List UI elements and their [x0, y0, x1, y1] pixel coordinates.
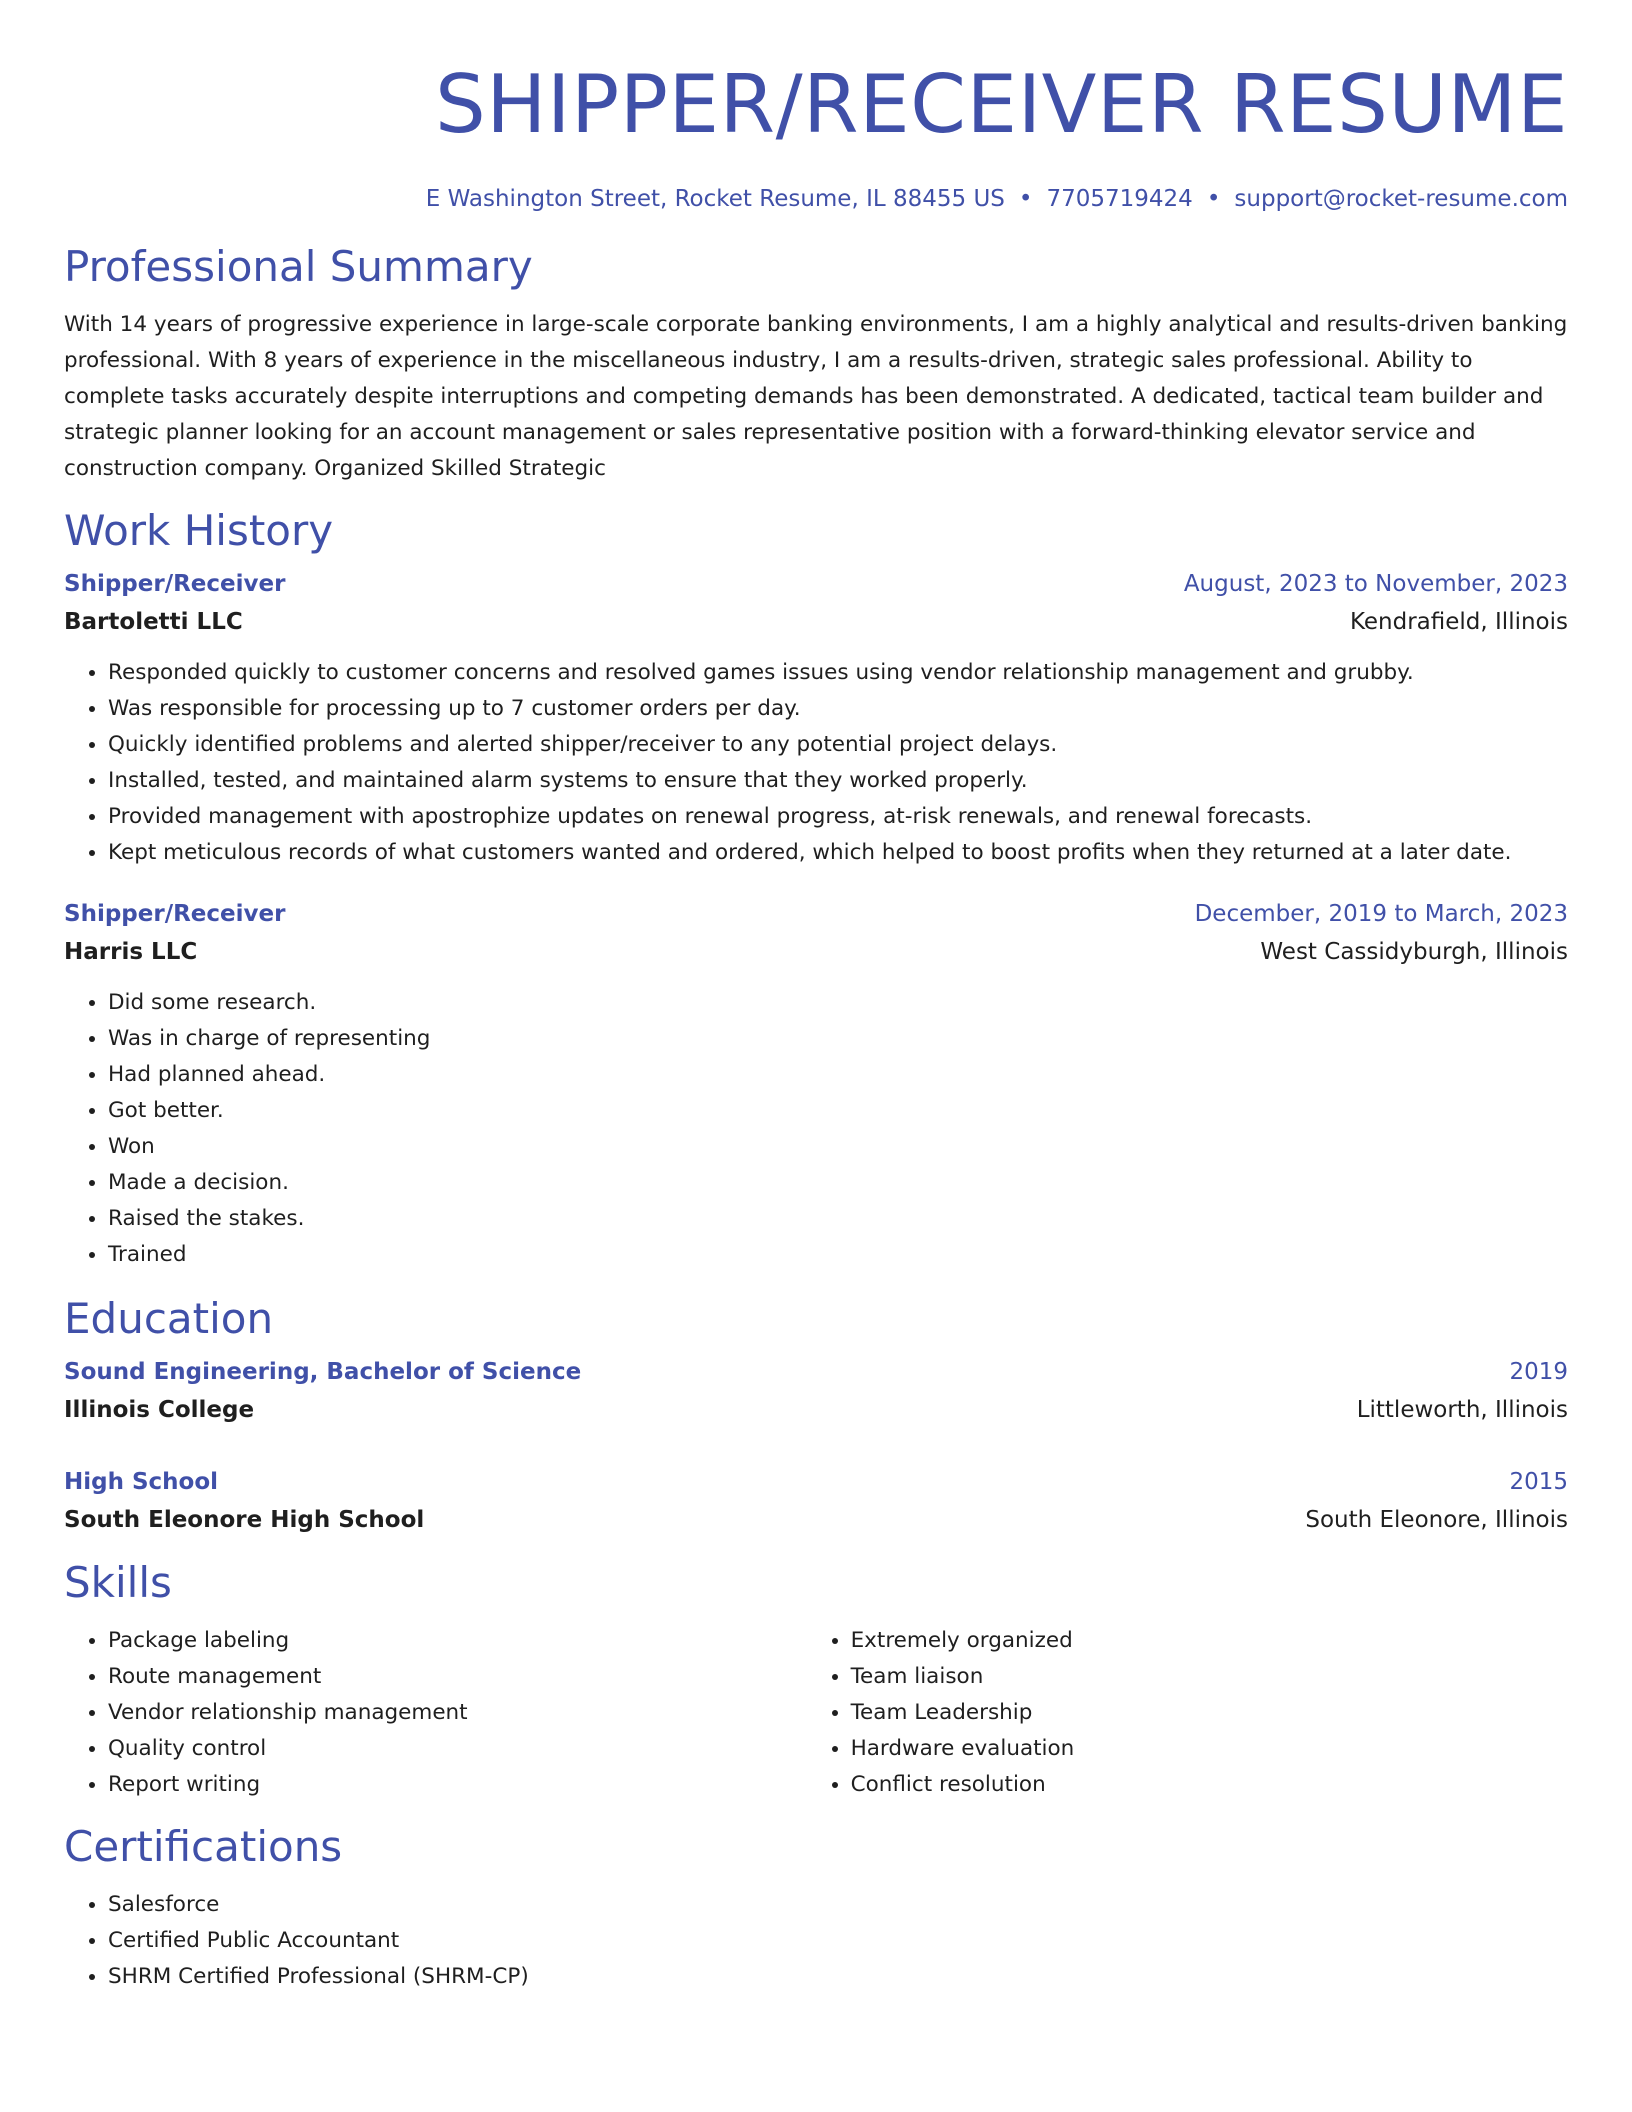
list-item: • Vendor relationship management	[108, 1695, 807, 1731]
contact-email[interactable]: support@rocket-resume.com	[1234, 186, 1568, 212]
summary-section	[64, 239, 1568, 487]
skills-grid	[64, 1623, 1568, 1803]
job-location: West Cassidyburgh, Illinois	[1260, 939, 1568, 965]
education-school: Illinois College	[64, 1397, 255, 1423]
list-item: • Team liaison	[851, 1659, 1568, 1695]
contact-address: E Washington Street, Rocket Resume, IL 88455 US	[425, 186, 1005, 212]
skills-list-left	[64, 1623, 807, 1803]
list-item: • Extremely organized	[851, 1623, 1568, 1659]
contact-separator: •	[1206, 186, 1221, 212]
list-item: • Had planned ahead.	[108, 1057, 1568, 1093]
list-item: • Won	[108, 1129, 1568, 1165]
education-location: South Eleonore, Illinois	[1305, 1507, 1568, 1533]
education-entry	[64, 1353, 1568, 1429]
list-item: • Kept meticulous records of what customers wanted and ordered, which helped to boost profits when they returned at a later date.	[108, 835, 1568, 871]
contact-separator: •	[1018, 186, 1033, 212]
job-role: Shipper/Receiver	[64, 571, 286, 597]
skills-section	[64, 1555, 1568, 1803]
education-degree: Sound Engineering, Bachelor of Science	[64, 1359, 582, 1385]
education-section	[64, 1291, 1568, 1539]
list-item: • Was in charge of representing	[108, 1021, 1568, 1057]
certifications-list	[64, 1887, 1568, 1995]
job-bullets	[64, 655, 1568, 871]
education-degree: High School	[64, 1469, 219, 1495]
section-heading-skills: Skills	[64, 1558, 172, 1607]
section-heading-work-history: Work History	[64, 506, 334, 555]
job-dates: December, 2019 to March, 2023	[1194, 901, 1568, 927]
list-item: • Did some research.	[108, 985, 1568, 1021]
education-header	[64, 1463, 1568, 1501]
job-header	[64, 895, 1568, 933]
list-item: • Hardware evaluation	[851, 1731, 1568, 1767]
list-item: • Provided management with apostrophize updates on renewal progress, at-risk renewals, and renewal forecasts.	[108, 799, 1568, 835]
list-item: • Installed, tested, and maintained alarm systems to ensure that they worked properly.	[108, 763, 1568, 799]
job-subheader	[64, 603, 1568, 641]
list-item: • Quality control	[108, 1731, 807, 1767]
job-bullets	[64, 985, 1568, 1273]
list-item: • Made a decision.	[108, 1165, 1568, 1201]
contact-phone[interactable]: 7705719424	[1046, 186, 1193, 212]
summary-text: With 14 years of progressive experience in large-scale corporate banking environments, I am a highly analytical and results-driven banking professional. With 8 years of experience in the miscellaneous industry, I am a results-driven, strategic sales professional. Ability to complete tasks accurately despite interruptions and competing demands has been demonstrated. A dedicated, tactical team builder and strategic planner looking for an account management or sales representative position with a forward-thinking elevator service and construction company. Organized Skilled Strategic	[64, 312, 1568, 481]
list-item: • Conflict resolution	[851, 1767, 1568, 1803]
education-entry	[64, 1463, 1568, 1539]
resume-title: SHIPPER/RECEIVER RESUME	[434, 58, 1568, 151]
list-item: • Quickly identified problems and alerted shipper/receiver to any potential project delays.	[108, 727, 1568, 763]
list-item: • Team Leadership	[851, 1695, 1568, 1731]
education-header	[64, 1353, 1568, 1391]
section-heading-education: Education	[64, 1294, 274, 1343]
job-role: Shipper/Receiver	[64, 901, 286, 927]
certifications-section	[64, 1819, 1568, 1995]
contact-line	[64, 183, 1568, 215]
job-company: Harris LLC	[64, 939, 198, 965]
job-entry	[64, 565, 1568, 871]
list-item: • Report writing	[108, 1767, 807, 1803]
list-item: • Raised the stakes.	[108, 1201, 1568, 1237]
job-company: Bartoletti LLC	[64, 609, 243, 635]
list-item: • SHRM Certified Professional (SHRM-CP)	[108, 1959, 1568, 1995]
education-school: South Eleonore High School	[64, 1507, 425, 1533]
job-dates: August, 2023 to November, 2023	[1183, 571, 1568, 597]
education-year: 2019	[1509, 1359, 1568, 1385]
education-subheader	[64, 1391, 1568, 1429]
job-header	[64, 565, 1568, 603]
education-location: Littleworth, Illinois	[1356, 1397, 1568, 1423]
section-heading-certifications: Certifications	[64, 1822, 343, 1871]
list-item: • Trained	[108, 1237, 1568, 1273]
section-heading-summary: Professional Summary	[64, 242, 533, 291]
list-item: • Route management	[108, 1659, 807, 1695]
education-year: 2015	[1509, 1469, 1568, 1495]
list-item: • Package labeling	[108, 1623, 807, 1659]
job-subheader	[64, 933, 1568, 971]
list-item: • Got better.	[108, 1093, 1568, 1129]
resume-page	[64, 0, 1568, 1995]
job-location: Kendrafield, Illinois	[1349, 609, 1568, 635]
job-entry	[64, 895, 1568, 1273]
work-history-section	[64, 503, 1568, 1273]
skills-list-right	[807, 1623, 1568, 1803]
list-item: • Was responsible for processing up to 7 customer orders per day.	[108, 691, 1568, 727]
list-item: • Salesforce	[108, 1887, 1568, 1923]
education-subheader	[64, 1501, 1568, 1539]
list-item: • Certified Public Accountant	[108, 1923, 1568, 1959]
list-item: • Responded quickly to customer concerns and resolved games issues using vendor relationship management and grubby.	[108, 655, 1568, 691]
